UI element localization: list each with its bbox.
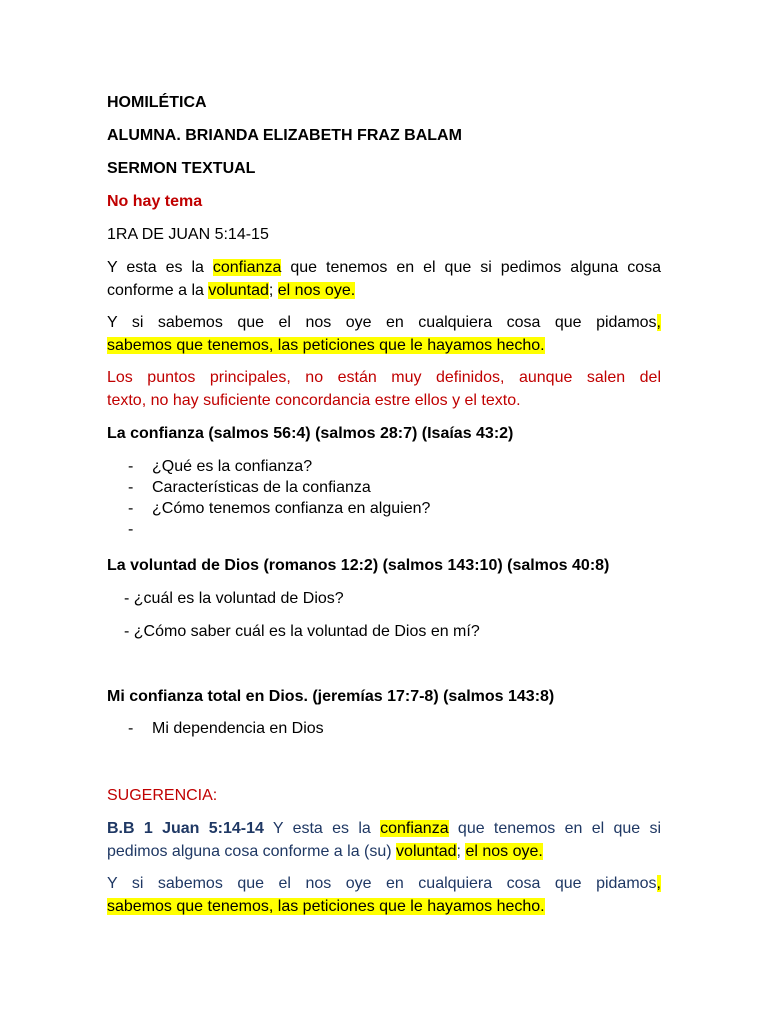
list-item: - Mi dependencia en Dios bbox=[128, 718, 324, 739]
sermon-type: SERMON TEXTUAL bbox=[107, 160, 256, 177]
list-item: - ¿Qué es la confianza? bbox=[128, 456, 430, 477]
student-name: ALUMNA. BRIANDA ELIZABETH FRAZ BALAM bbox=[107, 127, 462, 144]
scripture-reference: 1RA DE JUAN 5:14-15 bbox=[107, 226, 269, 243]
suggestion-label: SUGERENCIA: bbox=[107, 787, 218, 804]
theme-note: No hay tema bbox=[107, 193, 203, 210]
comment-line1: Los puntos principales, no están muy definidos, aunque salen del bbox=[107, 369, 661, 386]
point1-list bbox=[128, 456, 430, 540]
suggestion-line3: Y si sabemos que el nos oye en cualquiera cosa que pidamos, bbox=[107, 875, 661, 892]
suggestion-line4: sabemos que tenemos, las peticiones que le hayamos hecho. bbox=[107, 898, 545, 915]
point2-question1: - ¿cuál es la voluntad de Dios? bbox=[124, 590, 344, 607]
verse1-line2: conforme a la voluntad; el nos oye. bbox=[107, 282, 356, 299]
verse2-line2: sabemos que tenemos, las peticiones que le hayamos hecho. bbox=[107, 337, 545, 354]
course-title: HOMILÉTICA bbox=[107, 94, 207, 111]
suggestion-line1: B.B 1 Juan 5:14-14 Y esta es la confianza que tenemos en el que si bbox=[107, 820, 662, 837]
list-item: - Características de la confianza bbox=[128, 477, 430, 498]
verse1-line1: Y esta es la confianza que tenemos en el que si pedimos alguna cosa bbox=[107, 259, 662, 276]
point1-title: La confianza (salmos 56:4) (salmos 28:7) (Isaías 43:2) bbox=[107, 425, 514, 442]
point3-list bbox=[128, 718, 324, 739]
comment-line2: texto, no hay suficiente concordancia estre ellos y el texto. bbox=[107, 392, 521, 409]
point2-title: La voluntad de Dios (romanos 12:2) (salmos 143:10) (salmos 40:8) bbox=[107, 557, 610, 574]
suggestion-line2: pedimos alguna cosa conforme a la (su) voluntad; el nos oye. bbox=[107, 843, 543, 860]
list-item: - ¿Cómo tenemos confianza en alguien? bbox=[128, 498, 430, 519]
point3-title: Mi confianza total en Dios. (jeremías 17:7-8) (salmos 143:8) bbox=[107, 688, 555, 705]
point2-question2: - ¿Cómo saber cuál es la voluntad de Dios en mí? bbox=[124, 623, 480, 640]
list-item bbox=[128, 519, 430, 540]
verse2-line1: Y si sabemos que el nos oye en cualquiera cosa que pidamos, bbox=[107, 314, 661, 331]
